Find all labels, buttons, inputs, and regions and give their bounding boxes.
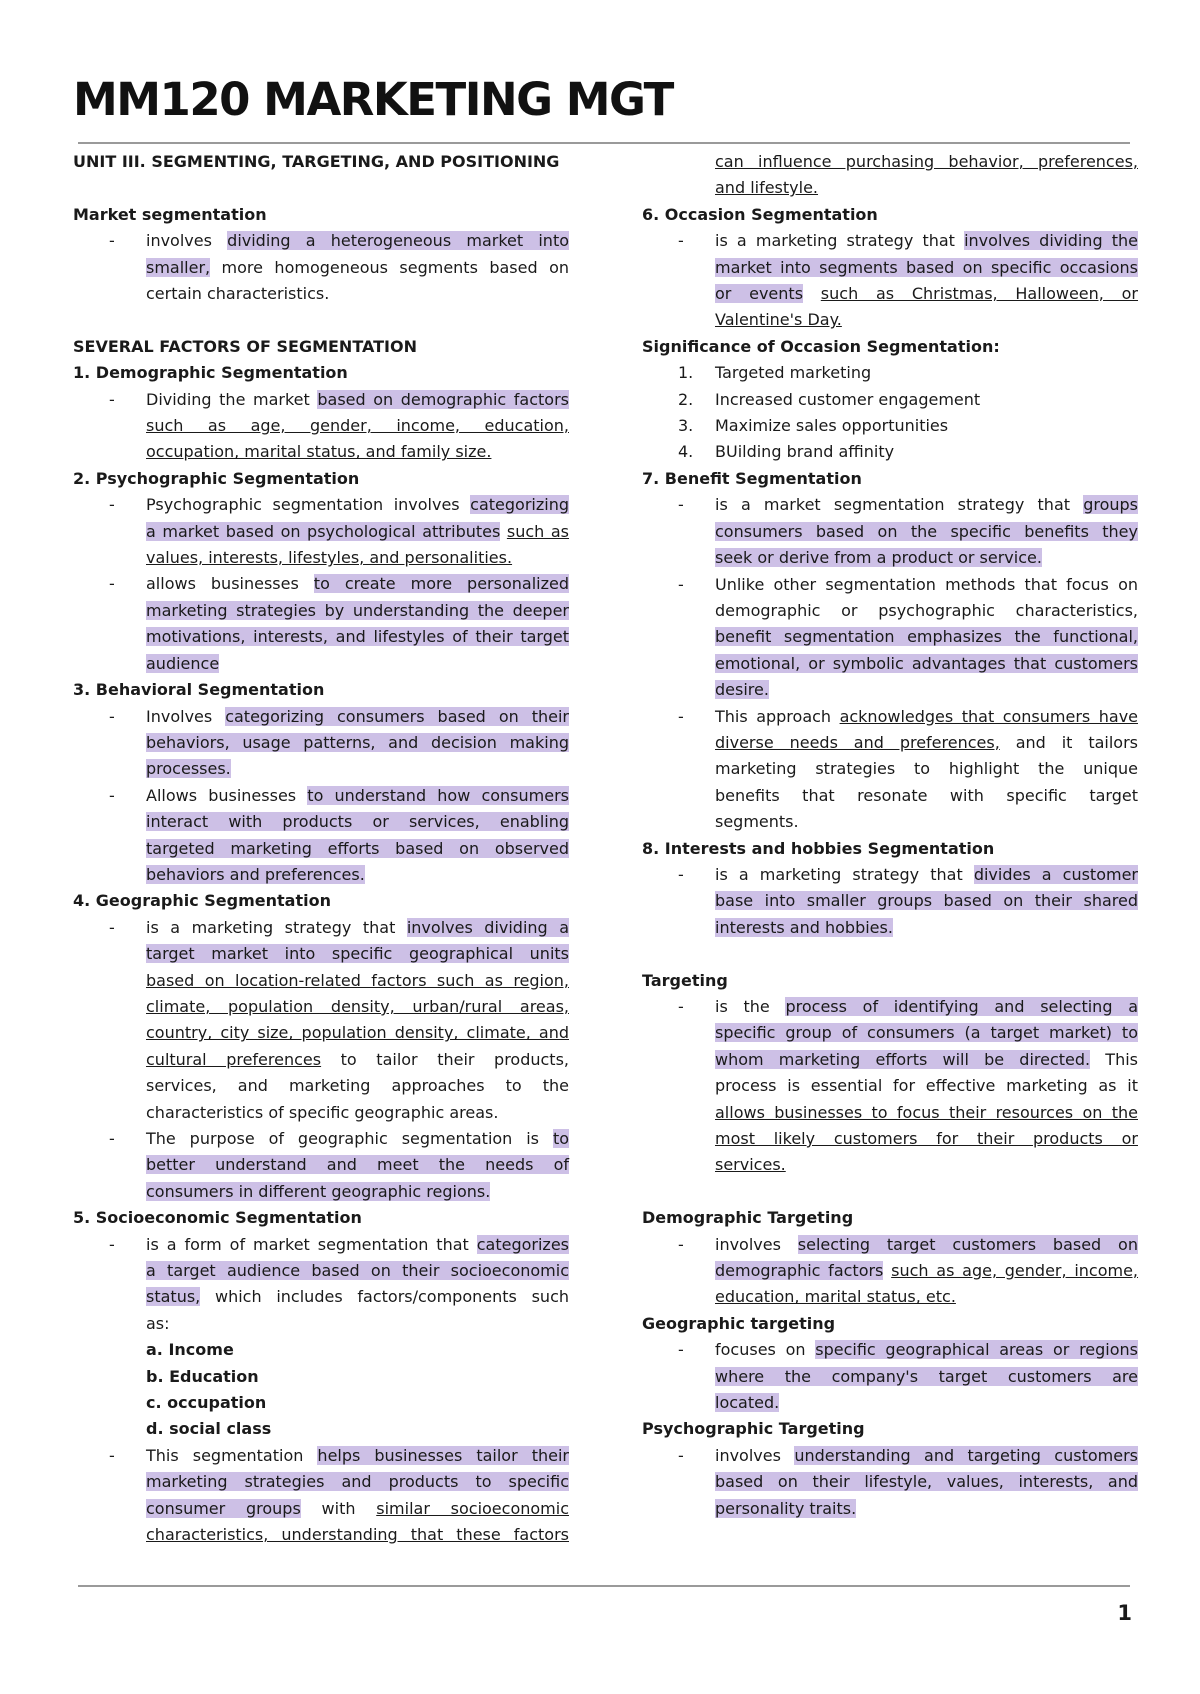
geographic-targeting-bullet: - focuses on specific geographical areas or regions where the company's target customers are located. (678, 1340, 1139, 1413)
socioeconomic-bullet-2: - This segmentation helps businesses tailor their marketing strategies and products to specific consumer groups with similar socioeconomic characteristics, understanding that these factors (109, 1445, 570, 1545)
socioeconomic-segmentation-heading: 5. Socioeconomic Segmentation (73, 1208, 362, 1228)
psychographic-targeting-heading: Psychographic Targeting (642, 1419, 865, 1439)
socioeconomic-sub-a: a. Income (146, 1340, 234, 1360)
geographic-bullet-1: - is a marketing strategy that involves dividing a target market into specific geographical units based on location-related factors such as region, climate, population density, urban/rural areas, country, city size, population density, climate, and cultural preferences to tailor their products, services, and marketing approaches to the characteristics of specific geographic areas. (109, 917, 570, 1122)
market-segmentation-heading: Market segmentation (73, 204, 267, 224)
significance-item: 3. Maximize sales opportunities (678, 416, 949, 436)
demographic-bullet: - Dividing the market based on demographic factors such as age, gender, income, education, occupation, marital status, and family size. (109, 389, 569, 462)
targeting-heading: Targeting (642, 970, 728, 990)
benefit-bullet-1: - is a market segmentation strategy that groups consumers based on the specific benefits they seek or derive from a product or service. (678, 495, 1138, 568)
geographic-targeting-heading: Geographic targeting (642, 1313, 836, 1333)
significance-item: 1. Targeted marketing (678, 363, 872, 383)
socioeconomic-bullet-1: - is a form of market segmentation that categorizes a target audience based on their socioeconomic status, which includes factors/components such as: (109, 1234, 569, 1333)
occasion-bullet: - is a marketing strategy that involves dividing the market into segments based on specific occasions or events such as Christmas, Halloween, or Valentine's Day. (678, 231, 1139, 330)
significance-heading: Significance of Occasion Segmentation: (642, 336, 1000, 356)
geographic-segmentation-heading: 4. Geographic Segmentation (73, 891, 331, 911)
demographic-targeting-heading: Demographic Targeting (642, 1208, 854, 1228)
interests-segmentation-heading: 8. Interests and hobbies Segmentation (642, 838, 995, 858)
geographic-bullet-2: - The purpose of geographic segmentation is to better understand and meet the needs of consumers in different geographic regions. (109, 1129, 569, 1201)
benefit-bullet-2: - Unlike other segmentation methods that focus on demographic or psychographic characteristics, benefit segmentation emphasizes the functional, emotional, or symbolic advantages that customers desire. (678, 574, 1138, 700)
page-number: 1 (1117, 1601, 1132, 1625)
socioeconomic-sub-c: c. occupation (146, 1393, 267, 1413)
factors-heading: SEVERAL FACTORS OF SEGMENTATION (73, 336, 417, 356)
significance-item: 2. Increased customer engagement (678, 389, 981, 409)
behavioral-bullet-2: - Allows businesses to understand how consumers interact with products or services, enabling targeted marketing efforts based on observed behaviors and preferences. (109, 785, 569, 884)
interests-bullet: - is a marketing strategy that divides a customer base into smaller groups based on their shared interests and hobbies. (678, 864, 1139, 937)
unit-title: UNIT III. SEGMENTING, TARGETING, AND POSITIONING (73, 152, 560, 171)
behavioral-bullet-1: - Involves categorizing consumers based on their behaviors, usage patterns, and decision making processes. (109, 706, 570, 779)
socioeconomic-sub-d: d. social class (146, 1419, 272, 1439)
header-rule (78, 142, 1130, 144)
footer-rule (78, 1585, 1130, 1587)
market-segmentation-bullet: - involves dividing a heterogeneous market into smaller, more homogeneous segments based on certain characteristics. (109, 231, 570, 304)
psychographic-targeting-bullet: - involves understanding and targeting customers based on their lifestyle, values, interests, and personality traits. (678, 1445, 1138, 1518)
significance-item: 4. BUilding brand affinity (678, 442, 895, 462)
socioeconomic-continuation: can influence purchasing behavior, preferences, and lifestyle. (715, 152, 1138, 198)
page-title: MM120 MARKETING MGT (73, 73, 673, 126)
left-column (73, 149, 569, 1549)
targeting-bullet: - is the process of identifying and selecting a specific group of consumers (a target market) to whom marketing efforts will be directed. This process is essential for effective marketing as it allows businesses to focus their resources on the most likely customers for their products or services. (678, 996, 1138, 1175)
demographic-segmentation-heading: 1. Demographic Segmentation (73, 363, 348, 383)
psychographic-segmentation-heading: 2. Psychographic Segmentation (73, 468, 360, 488)
occasion-segmentation-heading: 6. Occasion Segmentation (642, 204, 878, 224)
demographic-targeting-bullet: - involves selecting target customers based on demographic factors such as age, gender, income, education, marital status, etc. (678, 1234, 1139, 1307)
socioeconomic-sub-b: b. Education (146, 1366, 259, 1386)
behavioral-segmentation-heading: 3. Behavioral Segmentation (73, 680, 325, 700)
benefit-bullet-3: - This approach acknowledges that consumers have diverse needs and preferences, and it tailors marketing strategies to highlight the unique benefits that resonate with specific target segments. (678, 706, 1139, 832)
psychographic-bullet-1: - Psychographic segmentation involves categorizing a market based on psychological attributes such as values, interests, lifestyles, and personalities. (109, 495, 570, 568)
benefit-segmentation-heading: 7. Benefit Segmentation (642, 468, 862, 488)
psychographic-bullet-2: - allows businesses to create more personalized marketing strategies by understanding the deeper motivations, interests, and lifestyles of their target audience (109, 574, 569, 673)
right-column (642, 149, 1138, 1522)
